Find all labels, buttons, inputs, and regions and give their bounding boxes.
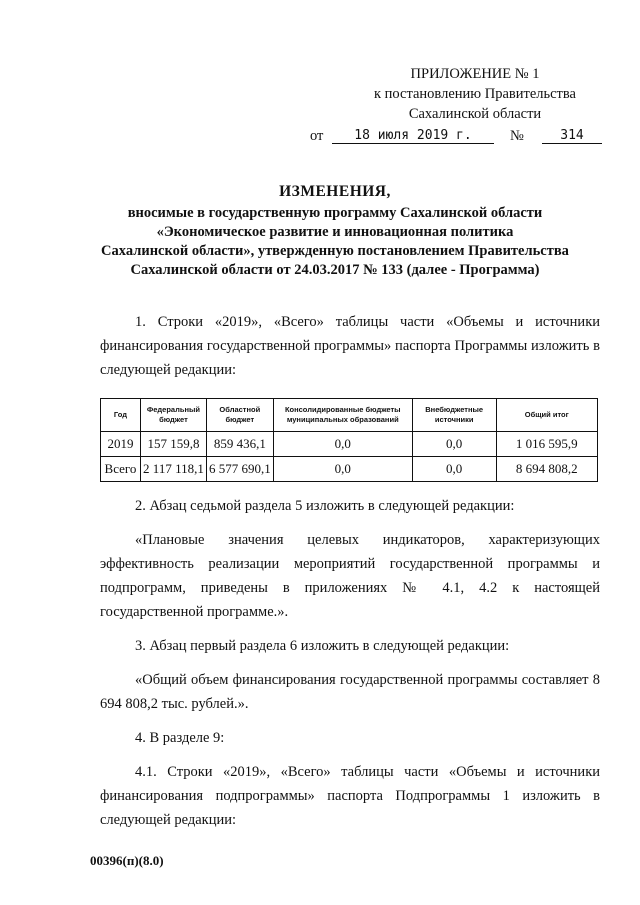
header-total: Общий итог — [496, 399, 598, 432]
document-heading — [85, 182, 585, 280]
financing-table — [100, 398, 598, 482]
paragraph-3: «Плановые значения целевых индикаторов, характеризующих эффективность реализации мероприятий государственной программы и подпрограмм, приведены в приложениях № 4.1, 4.2 к настоящей государственной программе.». — [100, 532, 600, 620]
table-row — [101, 457, 598, 482]
table-cell: 2 117 118,1 — [140, 457, 206, 482]
table-cell: 2019 — [101, 432, 141, 457]
paragraph-7: 4.1. Строки «2019», «Всего» таблицы части «Объемы и источники финансирования подпрограммы» паспорта Подпрограммы 1 изложить в следующей редакции: — [100, 764, 600, 828]
paragraph-5: «Общий объем финансирования государственной программы составляет 8 694 808,2 тыс. рублей.». — [100, 672, 600, 712]
header-extrabudget: Внебюджетные источники — [412, 399, 496, 432]
appendix-block — [310, 64, 610, 148]
table-cell: 157 159,8 — [140, 432, 206, 457]
table-cell: 0,0 — [273, 432, 412, 457]
appendix-line-1: к постановлению Правительства — [374, 86, 576, 102]
table-cell: 8 694 808,2 — [496, 457, 598, 482]
appendix-title: ПРИЛОЖЕНИЕ № 1 — [410, 66, 540, 82]
heading-line-3: Сахалинской области», утвержденную постановлением Правительства — [101, 243, 569, 259]
table-cell: 0,0 — [412, 457, 496, 482]
table-row — [101, 432, 598, 457]
heading-line-4: Сахалинской области от 24.03.2017 № 133 (далее - Программа) — [130, 262, 540, 278]
header-regional: Областной бюджет — [206, 399, 273, 432]
document-body — [100, 310, 600, 832]
date-prefix: от — [310, 128, 324, 144]
table-cell: 859 436,1 — [206, 432, 273, 457]
table-cell: 1 016 595,9 — [496, 432, 598, 457]
heading-title: ИЗМЕНЕНИЯ, — [279, 183, 391, 200]
heading-line-1: вносимые в государственную программу Сахалинской области — [127, 205, 543, 221]
header-federal: Федеральный бюджет — [140, 399, 206, 432]
table-cell: 0,0 — [273, 457, 412, 482]
table-cell: 6 577 690,1 — [206, 457, 273, 482]
document-code: 00396(п)(8.0) — [90, 853, 164, 868]
resolution-date: 18 июля 2019 г. — [332, 126, 494, 144]
header-year: Год — [101, 399, 141, 432]
paragraph-1: 1. Строки «2019», «Всего» таблицы части «Объемы и источники финансирования государственной программы» паспорта Программы изложить в следующей редакции: — [100, 314, 600, 378]
appendix-line-2: Сахалинской области — [408, 106, 542, 122]
appendix-date-line — [310, 126, 610, 148]
header-municipal: Консолидированные бюджеты муниципальных образований — [273, 399, 412, 432]
paragraph-2: 2. Абзац седьмой раздела 5 изложить в следующей редакции: — [135, 498, 515, 514]
resolution-number: 314 — [542, 126, 602, 144]
paragraph-4: 3. Абзац первый раздела 6 изложить в следующей редакции: — [135, 638, 510, 654]
table-header-row — [101, 399, 598, 432]
table-cell: 0,0 — [412, 432, 496, 457]
paragraph-6: 4. В разделе 9: — [135, 730, 225, 746]
heading-line-2: «Экономическое развитие и инновационная политика — [156, 224, 514, 240]
table-cell: Всего — [101, 457, 141, 482]
number-sign: № — [510, 128, 524, 144]
